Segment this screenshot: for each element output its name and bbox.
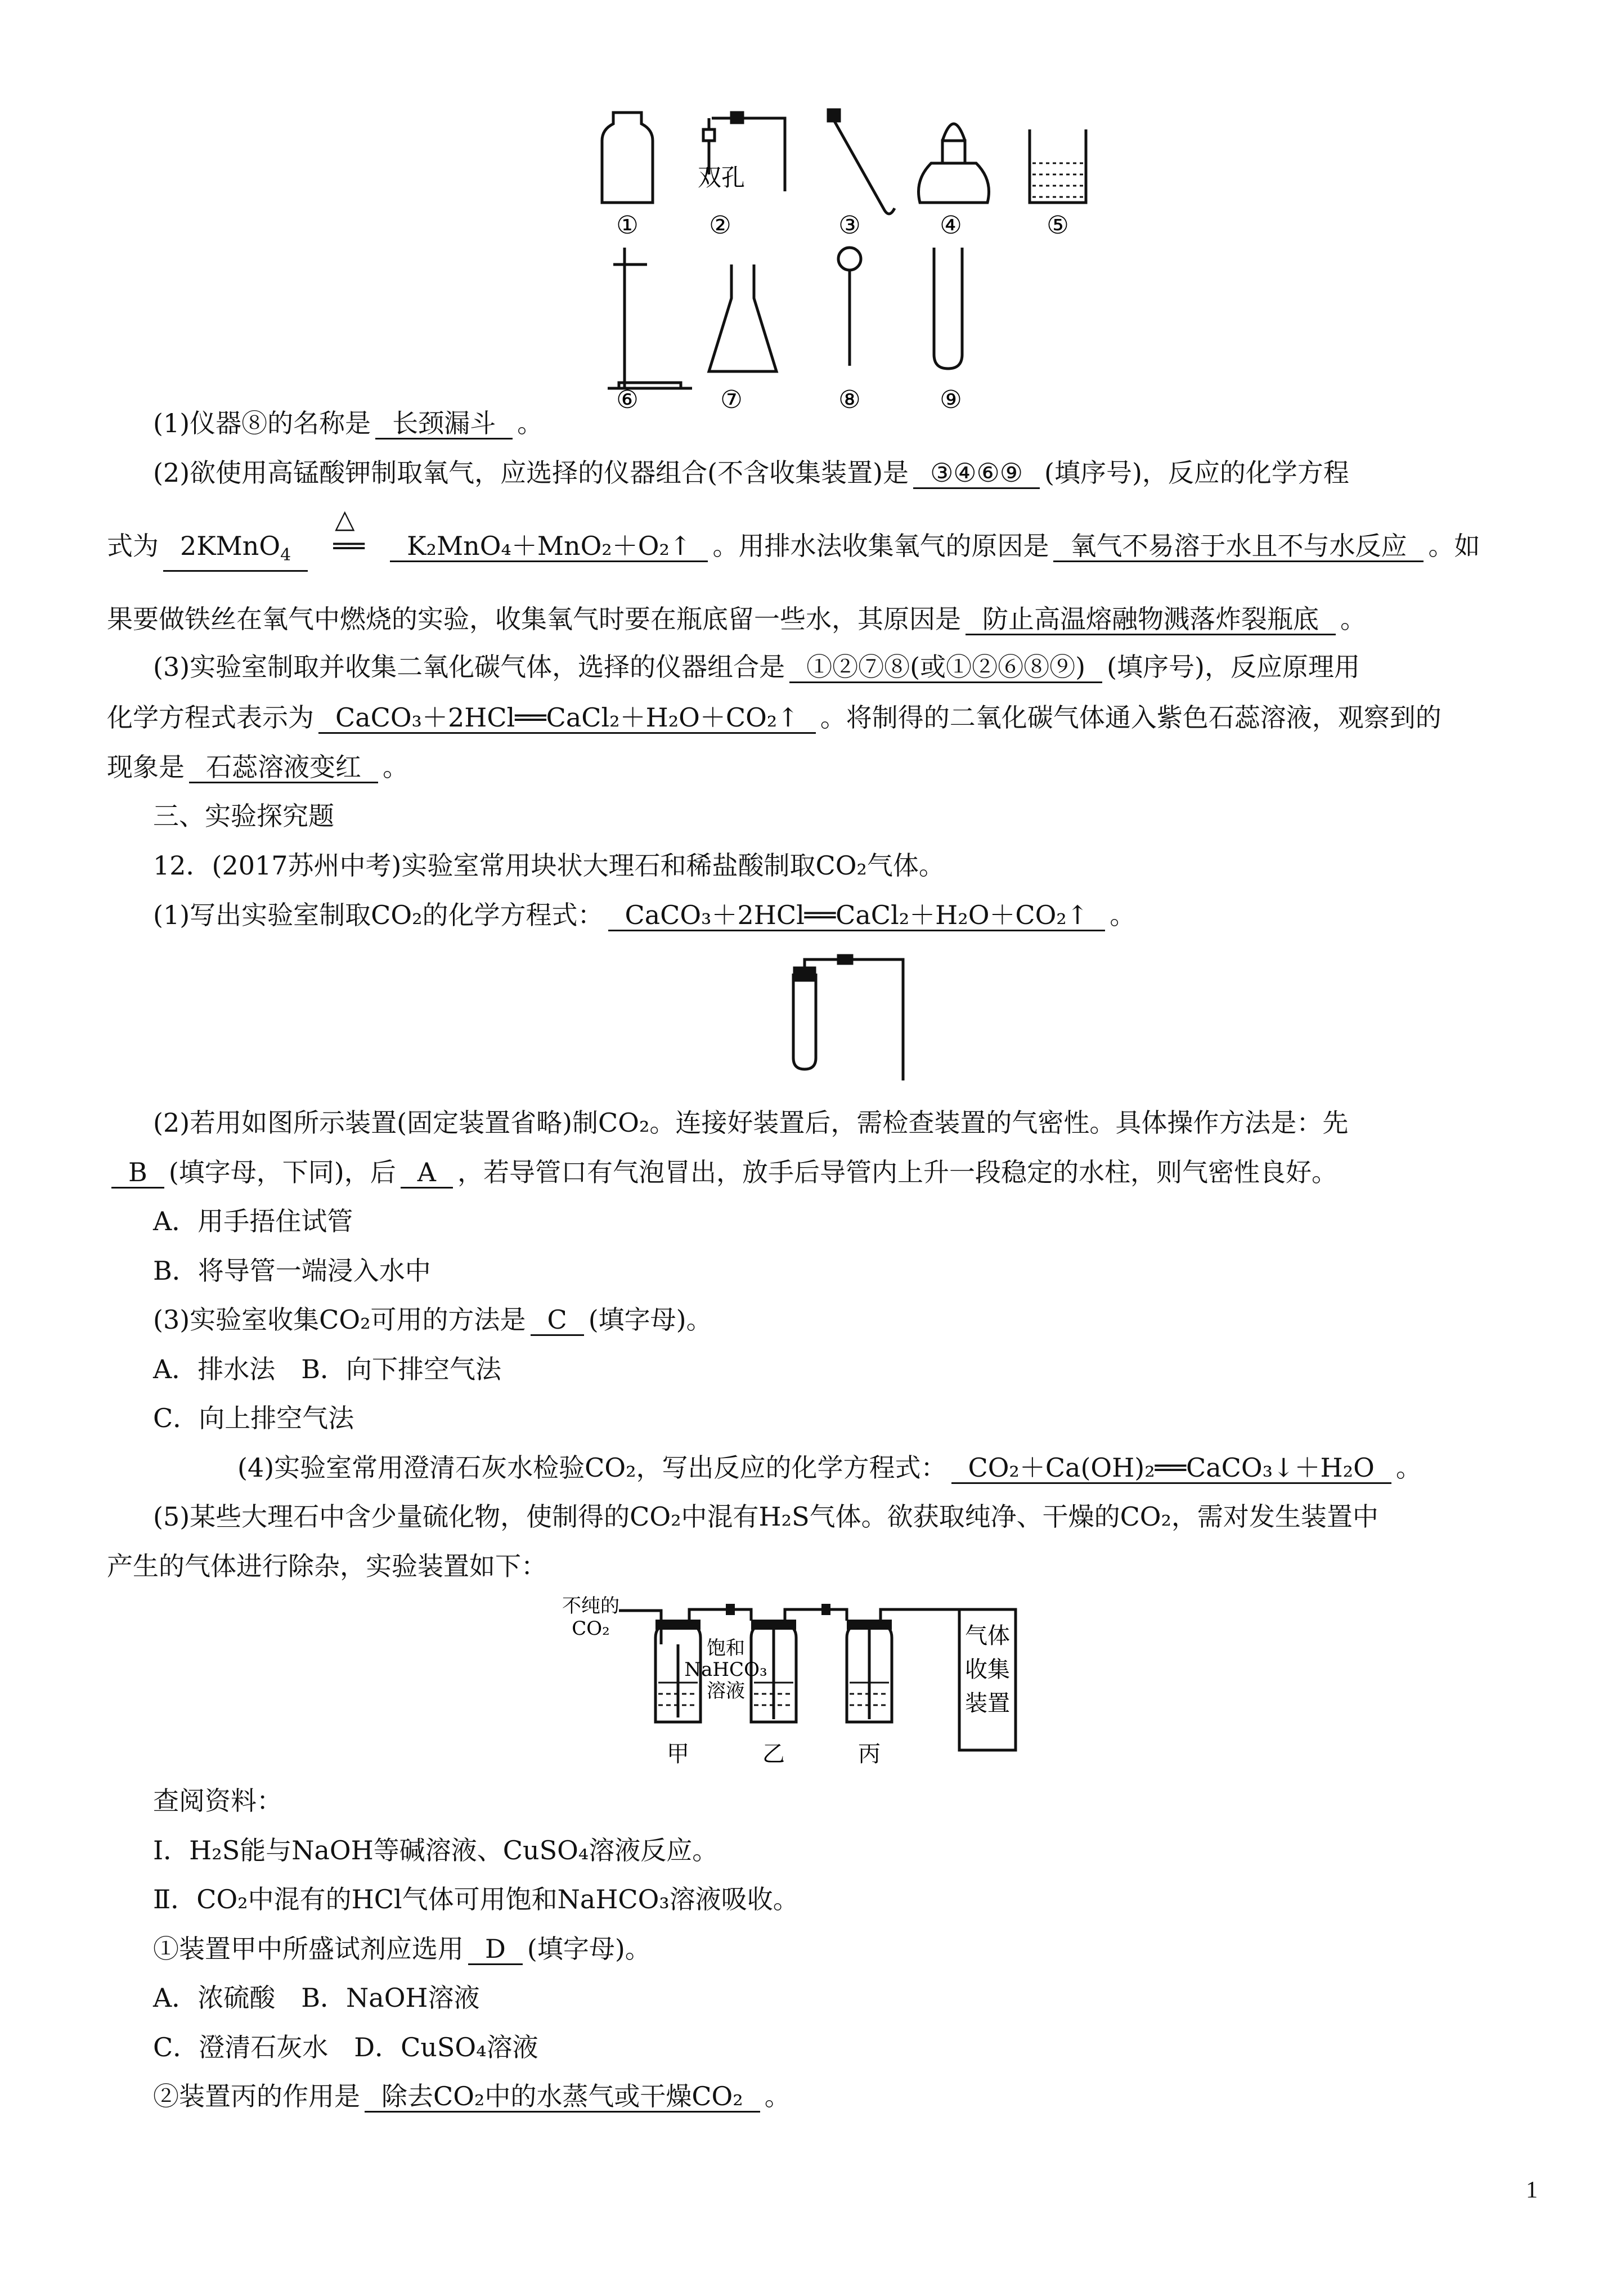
label-7: ⑦	[720, 385, 743, 411]
q11-part2-line1: (2)欲使用高锰酸钾制取氧气，应选择的仪器组合(不含收集装置)是 ③④⑥⑨ (填序号)，反应的化学方程	[153, 458, 1349, 488]
instrument-figure	[591, 96, 1097, 411]
label-3: ③	[838, 211, 861, 240]
answer-blank: B	[111, 1158, 164, 1189]
q12-sub1: ①装置甲中所盛试剂应选用 D (填字母)。	[153, 1934, 651, 1964]
equation-left: 2KMnO$_4$	[163, 531, 308, 572]
q12-part3: (3)实验室收集CO₂可用的方法是 C (填字母)。	[153, 1304, 712, 1335]
q12-part3-options-ab: A．排水法 B．向下排空气法	[153, 1354, 502, 1384]
label-1: ①	[616, 211, 639, 240]
answer-blank: 石蕊溶液变红	[189, 752, 378, 783]
reference-title: 查阅资料：	[153, 1786, 282, 1816]
label-jia: 甲	[667, 1741, 689, 1767]
answer-blank: 防止高温熔融物溅落炸裂瓶底	[966, 604, 1336, 635]
purification-apparatus-figure	[557, 1593, 1148, 1778]
answer-blank: 氧气不易溶于水且不与水反应	[1053, 531, 1424, 562]
answer-blank: C	[531, 1305, 584, 1336]
q12-title: 12．(2017苏州中考)实验室常用块状大理石和稀盐酸制取CO₂气体。	[153, 850, 945, 881]
collect-box-line2: 收集	[965, 1657, 1010, 1683]
label-yi: 乙	[762, 1741, 785, 1767]
label-8: ⑧	[838, 385, 861, 411]
page-number: 1	[1526, 2177, 1538, 2203]
heat-condition: △ ══	[333, 504, 365, 561]
saturated-label: 饱和	[707, 1637, 745, 1660]
nahco3-label: NaHCO₃	[684, 1658, 767, 1681]
answer-blank: CO₂＋Ca(OH)₂══CaCO₃↓＋H₂O	[951, 1453, 1391, 1484]
section-heading: 三、实验探究题	[153, 801, 334, 831]
q12-part5-line2: 产生的气体进行除杂，实验装置如下：	[107, 1551, 547, 1581]
answer-blank: A	[401, 1158, 453, 1189]
reference-1: Ⅰ．H₂S能与NaOH等碱溶液、CuSO₄溶液反应。	[153, 1835, 719, 1866]
tube-apparatus-figure	[782, 951, 911, 1086]
option-b: B．将导管一端浸入水中	[153, 1255, 431, 1286]
label-4: ④	[940, 211, 962, 240]
q12-part3-option-c: C．向上排空气法	[153, 1403, 354, 1433]
label-2: ②	[709, 211, 731, 240]
label-6: ⑥	[616, 385, 639, 411]
answer-blank: ①②⑦⑧(或①②⑥⑧⑨)	[789, 652, 1102, 683]
q11-part2-line2: 式为 2KMnO$_4$ △ ══ K₂MnO₄＋MnO₂＋O₂↑ 。用排水法收集氧气的原因是 氧气不易溶于水且不与水反应 。如	[107, 529, 1480, 572]
q12-sub1-options-ab: A．浓硫酸 B．NaOH溶液	[153, 1983, 480, 2013]
answer-blank: D	[468, 1934, 523, 1965]
q12-sub2: ②装置丙的作用是 除去CO₂中的水蒸气或干燥CO₂ 。	[153, 2081, 791, 2111]
answer-blank: 除去CO₂中的水蒸气或干燥CO₂	[365, 2082, 760, 2113]
q11-part1: (1)仪器⑧的名称是 长颈漏斗 。	[153, 408, 544, 438]
q12-part5-line1: (5)某些大理石中含少量硫化物，使制得的CO₂中混有H₂S气体。欲获取纯净、干燥的CO₂，需对发生装置中	[153, 1501, 1378, 1532]
collect-box-line1: 气体	[965, 1623, 1010, 1649]
q12-part2-line2: B (填字母，下同)，后 A ，若导管口有气泡冒出，放手后导管内上升一段稳定的水柱，则气密性良好。	[107, 1155, 1337, 1189]
q11-part2-line3: 果要做铁丝在氧气中燃烧的实验，收集氧气时要在瓶底留一些水，其原因是 防止高温熔融物溅落炸裂瓶底 。	[107, 604, 1366, 634]
label-bing: 丙	[858, 1741, 881, 1767]
equation-right: K₂MnO₄＋MnO₂＋O₂↑	[390, 531, 708, 562]
q11-part3-line3: 现象是 石蕊溶液变红 。	[107, 752, 408, 782]
q11-part3-line1: (3)实验室制取并收集二氧化碳气体，选择的仪器组合是 ①②⑦⑧(或①②⑥⑧⑨) (填序号)，反应原理用	[153, 652, 1360, 682]
impure-label: 不纯的	[562, 1595, 619, 1617]
solution-label: 溶液	[707, 1680, 745, 1702]
answer-blank: 长颈漏斗	[375, 409, 513, 440]
collect-box-line3: 装置	[965, 1690, 1010, 1716]
q11-part3-line2: 化学方程式表示为 CaCO₃＋2HCl══CaCl₂＋H₂O＋CO₂↑ 。将制得的二氧化碳气体通入紫色石蕊溶液，观察到的	[107, 702, 1442, 733]
answer-blank: ③④⑥⑨	[913, 458, 1040, 489]
q12-part4: (4)实验室常用澄清石灰水检验CO₂，写出反应的化学方程式： CO₂＋Ca(OH)₂══CaCO₃↓＋H₂O 。	[237, 1452, 1422, 1483]
answer-blank: CaCO₃＋2HCl══CaCl₂＋H₂O＋CO₂↑	[608, 900, 1106, 931]
option-a: A．用手捂住试管	[153, 1206, 353, 1236]
label-5: ⑤	[1047, 211, 1069, 240]
q12-part1: (1)写出实验室制取CO₂的化学方程式： CaCO₃＋2HCl══CaCl₂＋H₂O＋CO₂↑ 。	[153, 900, 1136, 930]
reference-2: Ⅱ．CO₂中混有的HCl气体可用饱和NaHCO₃溶液吸收。	[153, 1884, 799, 1914]
label-9: ⑨	[940, 385, 962, 411]
co2-label: CO₂	[572, 1617, 610, 1640]
q12-sub1-options-cd: C．澄清石灰水 D．CuSO₄溶液	[153, 2032, 538, 2062]
answer-blank: CaCO₃＋2HCl══CaCl₂＋H₂O＋CO₂↑	[318, 703, 816, 734]
q12-part2-line1: (2)若用如图所示装置(固定装置省略)制CO₂。连接好装置后，需检查装置的气密性。具体操作方法是：先	[153, 1107, 1349, 1138]
tube-label: 双孔	[698, 164, 746, 191]
